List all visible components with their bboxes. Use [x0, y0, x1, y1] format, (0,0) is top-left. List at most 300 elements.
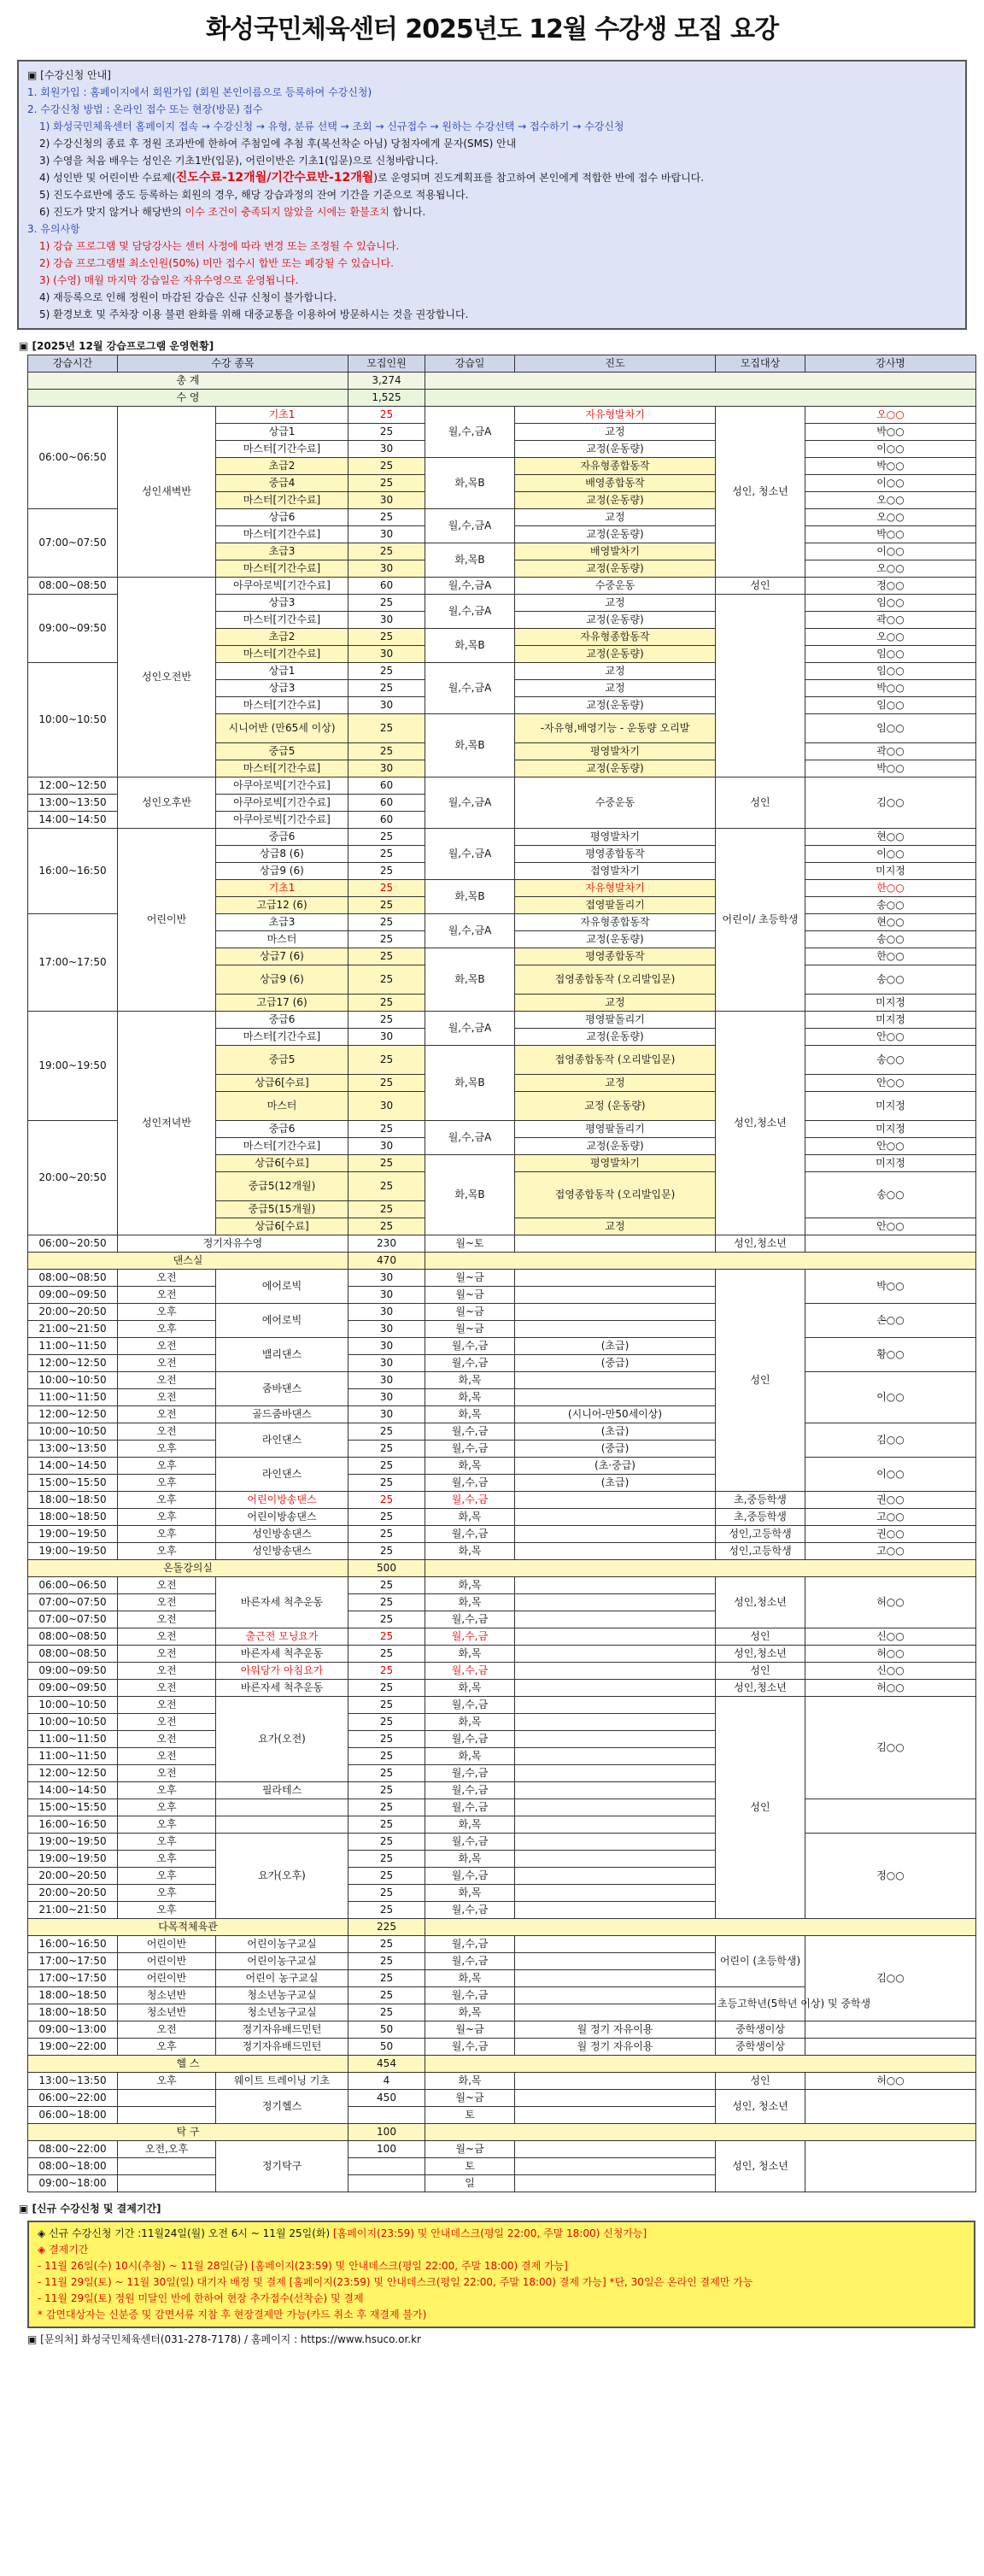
program-cell: 시니어반 (만65세 이상)	[216, 714, 348, 743]
program-cell: 상급6[수료]	[216, 1075, 348, 1092]
pay-line	[38, 2226, 965, 2242]
capacity-cell: 25	[348, 1748, 425, 1765]
instructor-cell: 허○○	[805, 2073, 976, 2090]
period-cell: 오전	[118, 1287, 216, 1304]
capacity-cell: 30	[348, 1406, 425, 1423]
capacity-cell: 25	[348, 1594, 425, 1611]
capacity-cell: 30	[348, 1287, 425, 1304]
capacity-cell: 25	[348, 995, 425, 1012]
program-cell: 마스터[기간수료]	[216, 646, 348, 663]
instructor-cell: 송○○	[805, 931, 976, 948]
time-cell: 08:00~18:00	[28, 2158, 118, 2175]
program-cell: 고급17 (6)	[216, 995, 348, 1012]
period-cell: 오전	[118, 1646, 216, 1663]
time-cell: 07:00~07:50	[28, 1611, 118, 1628]
day-cell: 월,수,금A	[425, 595, 515, 629]
instructor-cell: 미지정	[805, 1121, 976, 1138]
level-cell	[515, 2073, 716, 2090]
period-cell: 오전	[118, 1355, 216, 1372]
day-cell: 월,수,금A	[425, 663, 515, 714]
target-cell: 성인,청소년	[716, 1577, 805, 1628]
target-cell: 성인	[716, 777, 805, 829]
day-cell: 일	[425, 2175, 515, 2192]
program-cell: 상급9 (6)	[216, 863, 348, 880]
day-cell: 월~금	[425, 1287, 515, 1304]
time-cell: 10:00~10:50	[28, 1372, 118, 1389]
program-cell: 필라테스	[216, 1782, 348, 1799]
day-cell: 월,수,금	[425, 1987, 515, 2004]
day-cell: 화,목	[425, 1885, 515, 1902]
target-cell: 중학생이상	[716, 2039, 805, 2056]
level-cell: 교정	[515, 1218, 716, 1235]
level-cell	[515, 1235, 716, 1253]
time-cell: 06:00~18:00	[28, 2107, 118, 2124]
capacity-cell: 25	[348, 743, 425, 760]
day-cell: 월,수,금A	[425, 407, 515, 458]
day-cell: 월~토	[425, 1235, 515, 1253]
level-cell: 평영발차기	[515, 829, 716, 846]
guide-highlight: 이수 조건이 충족되지 않았을 시에는 환불조치	[184, 206, 390, 218]
subtotal-row	[28, 1919, 976, 1936]
target-cell: 성인,고등학생	[716, 1543, 805, 1560]
instructor-cell	[805, 1235, 976, 1253]
col-header: 모집대상	[716, 355, 805, 373]
capacity-cell: 25	[348, 863, 425, 880]
instructor-cell: 허○○	[805, 1577, 976, 1628]
program-cell: 골드줌바댄스	[216, 1406, 348, 1423]
program-cell: 중급6	[216, 1012, 348, 1029]
instructor-cell: 미지정	[805, 1155, 976, 1172]
period-cell: 오전	[118, 1697, 216, 1714]
guide-text: 4) 성인반 및 어린이반 수료제(	[39, 172, 176, 184]
day-cell: 화,목	[425, 1577, 515, 1594]
capacity-cell: 450	[348, 2090, 425, 2107]
program-cell: 청소년농구교실	[216, 2004, 348, 2021]
instructor-cell: 미지정	[805, 1012, 976, 1029]
subtotal-label: 수 영	[28, 390, 348, 407]
capacity-cell: 25	[348, 1543, 425, 1560]
period-cell: 오전,오후	[118, 2141, 216, 2158]
level-cell	[515, 1680, 716, 1697]
day-cell: 월,수,금	[425, 1338, 515, 1355]
program-cell: 아쿠아로빅[기간수료]	[216, 795, 348, 812]
level-cell: 교정	[515, 509, 716, 526]
capacity-cell: 30	[348, 1338, 425, 1355]
time-cell: 15:00~15:50	[28, 1799, 118, 1816]
level-cell: 교정	[515, 680, 716, 697]
period-cell: 오전	[118, 1748, 216, 1765]
subtotal-row	[28, 2056, 976, 2073]
time-cell: 08:00~08:50	[28, 1628, 118, 1646]
day-cell: 월,수,금A	[425, 914, 515, 948]
col-header: 강사명	[805, 355, 976, 373]
instructor-cell: 권○○	[805, 1526, 976, 1543]
day-cell: 월,수,금	[425, 1868, 515, 1885]
level-cell: 교정(운동량)	[515, 1029, 716, 1046]
capacity-cell: 30	[348, 1321, 425, 1338]
level-cell	[515, 2107, 716, 2124]
pay-text: ◈ 신규 수강신청 기간 :11월24일(월) 오전 6시 ~ 11월 25일(화)	[38, 2227, 333, 2239]
capacity-cell	[348, 2107, 425, 2124]
table-row	[28, 1680, 976, 1697]
capacity-cell: 25	[348, 2004, 425, 2021]
period-cell: 오전	[118, 1594, 216, 1611]
capacity-cell: 25	[348, 1680, 425, 1697]
level-cell	[515, 1834, 716, 1851]
instructor-cell: 박○○	[805, 526, 976, 543]
capacity-cell: 25	[348, 846, 425, 863]
table-row	[28, 1577, 976, 1594]
table-row	[28, 1936, 976, 1953]
period-cell: 오전	[118, 1628, 216, 1646]
day-cell: 월,수,금A	[425, 578, 515, 595]
pay-line: - 11월 29일(토) 정원 미달인 반에 한하여 현장 추가접수(선착순) 및 결제	[38, 2292, 364, 2304]
target-cell: 초등고학년(5학년 이상) 및 중학생	[716, 1987, 805, 2021]
time-cell: 18:00~18:50	[28, 1509, 118, 1526]
capacity-cell: 25	[348, 1902, 425, 1919]
time-cell: 11:00~11:50	[28, 1338, 118, 1355]
level-cell: 접영종합동작 (오리발입문)	[515, 1046, 716, 1075]
level-cell: 접영종합동작 (오리발입문)	[515, 965, 716, 995]
capacity-cell: 25	[348, 1492, 425, 1509]
day-cell: 월,수,금	[425, 1475, 515, 1492]
program-cell: 중급4	[216, 475, 348, 492]
time-cell: 12:00~12:50	[28, 777, 118, 795]
time-cell: 10:00~10:50	[28, 1697, 118, 1714]
group-cell: 성인저녁반	[118, 1012, 216, 1235]
page-title: 화성국민체육센터 2025년도 12월 수강생 모집 요강	[205, 15, 779, 44]
level-cell: 수중운동	[515, 578, 716, 595]
day-cell: 월,수,금	[425, 1628, 515, 1646]
period-cell: 오전	[118, 1765, 216, 1782]
instructor-cell: 이○○	[805, 1458, 976, 1492]
day-cell: 화,목B	[425, 880, 515, 914]
level-cell: 평영종합동작	[515, 846, 716, 863]
level-cell: 월 정기 자유이용	[515, 2021, 716, 2039]
time-cell: 08:00~08:50	[28, 578, 118, 595]
table-row	[28, 1304, 976, 1321]
target-cell: 초,중등학생	[716, 1492, 805, 1509]
target-cell: 성인	[716, 2073, 805, 2090]
capacity-cell: 30	[348, 1304, 425, 1321]
day-cell: 화,목B	[425, 543, 515, 578]
table-row	[28, 829, 976, 846]
day-cell: 화,목	[425, 1389, 515, 1406]
program-cell: 마스터[기간수료]	[216, 697, 348, 714]
level-cell	[515, 1372, 716, 1389]
capacity-cell: 25	[348, 1075, 425, 1092]
time-cell: 09:00~09:50	[28, 1680, 118, 1697]
time-cell: 18:00~18:50	[28, 1987, 118, 2004]
time-cell: 13:00~13:50	[28, 795, 118, 812]
level-cell	[515, 1748, 716, 1765]
instructor-cell: 오○○	[805, 629, 976, 646]
program-cell: 밸리댄스	[216, 1338, 348, 1372]
period-cell: 오후	[118, 1475, 216, 1492]
table-row	[28, 1543, 976, 1560]
program-cell: 상급9 (6)	[216, 965, 348, 995]
subtotal-row	[28, 1560, 976, 1577]
day-cell: 월~금	[425, 2021, 515, 2039]
level-cell: -자유형,배영기능 - 운동량 오리발	[515, 714, 716, 743]
time-cell: 18:00~18:50	[28, 2004, 118, 2021]
table-row	[28, 1235, 976, 1253]
time-cell: 16:00~16:50	[28, 829, 118, 914]
time-cell: 12:00~12:50	[28, 1765, 118, 1782]
guide-line-course	[27, 169, 957, 186]
level-cell: 자유형종합동작	[515, 458, 716, 475]
level-cell: (초급)	[515, 1423, 716, 1441]
day-cell: 월,수,금	[425, 1834, 515, 1851]
capacity-cell: 25	[348, 1970, 425, 1987]
capacity-cell: 25	[348, 1868, 425, 1885]
time-cell: 21:00~21:50	[28, 1902, 118, 1919]
level-cell: 배영발차기	[515, 543, 716, 560]
instructor-cell: 임○○	[805, 697, 976, 714]
group-cell: 성인새벽반	[118, 407, 216, 578]
program-cell: 상급6[수료]	[216, 1218, 348, 1235]
subtotal-row	[28, 2124, 976, 2141]
target-cell: 중학생이상	[716, 2021, 805, 2039]
day-cell: 화,목	[425, 1406, 515, 1423]
day-cell: 월~금	[425, 2090, 515, 2107]
capacity-cell: 30	[348, 1092, 425, 1121]
level-cell	[515, 1646, 716, 1663]
time-cell: 09:00~09:50	[28, 1663, 118, 1680]
subtotal-value: 100	[348, 2124, 425, 2141]
instructor-cell: 임○○	[805, 646, 976, 663]
level-cell: 교정 (운동량)	[515, 1092, 716, 1121]
capacity-cell: 25	[348, 1646, 425, 1663]
day-cell: 월,수,금	[425, 1663, 515, 1680]
time-cell: 09:00~18:00	[28, 2175, 118, 2192]
instructor-cell: 곽○○	[805, 743, 976, 760]
period-cell: 오후	[118, 1441, 216, 1458]
level-cell: 교정	[515, 663, 716, 680]
instructor-cell: 이○○	[805, 441, 976, 458]
day-cell: 월,수,금	[425, 1423, 515, 1441]
level-cell: 평영팔돌리기	[515, 1121, 716, 1138]
instructor-cell: 한○○	[805, 948, 976, 965]
table-row	[28, 1509, 976, 1526]
instructor-cell	[805, 2141, 976, 2192]
instructor-cell: 박○○	[805, 458, 976, 475]
capacity-cell: 30	[348, 492, 425, 509]
capacity-cell: 25	[348, 1953, 425, 1970]
day-cell: 화,목	[425, 1970, 515, 1987]
group-cell: 성인오후반	[118, 777, 216, 829]
table-row	[28, 1372, 976, 1389]
capacity-cell: 25	[348, 458, 425, 475]
period-cell	[118, 2158, 216, 2175]
registration-guide	[17, 60, 967, 330]
instructor-cell: 안○○	[805, 1218, 976, 1235]
instructor-cell: 권○○	[805, 1492, 976, 1509]
day-cell: 월~금	[425, 1321, 515, 1338]
table-row	[28, 2090, 976, 2107]
program-cell: 아쿠아로빅[기간수료]	[216, 578, 348, 595]
table-row	[28, 1799, 976, 1816]
time-cell: 10:00~10:50	[28, 1423, 118, 1441]
capacity-cell: 30	[348, 1372, 425, 1389]
period-cell: 오전	[118, 1611, 216, 1628]
level-cell: 수중운동	[515, 777, 716, 829]
instructor-cell	[805, 2039, 976, 2056]
capacity-cell: 25	[348, 1155, 425, 1172]
capacity-cell: 25	[348, 424, 425, 441]
day-cell: 화,목	[425, 1372, 515, 1389]
program-cell: 마스터[기간수료]	[216, 441, 348, 458]
day-cell: 화,목B	[425, 458, 515, 509]
program-cell: 중급5	[216, 1046, 348, 1075]
level-cell: (초급)	[515, 1475, 716, 1492]
instructor-cell	[805, 2021, 976, 2039]
capacity-cell: 30	[348, 1029, 425, 1046]
level-cell: 평영종합동작	[515, 948, 716, 965]
instructor-cell	[805, 1799, 976, 1834]
time-cell: 06:00~06:50	[28, 407, 118, 509]
time-cell: 17:00~17:50	[28, 1953, 118, 1970]
capacity-cell: 60	[348, 812, 425, 829]
program-cell: 초급2	[216, 458, 348, 475]
instructor-cell: 송○○	[805, 1172, 976, 1218]
program-cell: 기초1	[216, 407, 348, 424]
level-cell	[515, 1543, 716, 1560]
period-cell: 오후	[118, 1492, 216, 1509]
program-cell	[216, 1816, 348, 1834]
subtotal-row	[28, 390, 976, 407]
capacity-cell: 25	[348, 1218, 425, 1235]
instructor-cell: 박○○	[805, 424, 976, 441]
capacity-cell: 25	[348, 714, 425, 743]
capacity-cell: 25	[348, 914, 425, 931]
program-cell: 정기헬스	[216, 2090, 348, 2124]
capacity-cell: 25	[348, 1663, 425, 1680]
guide-line: 5) 환경보호 및 주차장 이용 불편 완화를 위해 대중교통을 이용하여 방문하시는 것을 권장합니다.	[39, 308, 469, 320]
pay-highlight: [홈페이지(23:59) 및 안내데스크(평일 22:00, 주말 18:00) 신청가능]	[332, 2227, 647, 2239]
instructor-cell: 오○○	[805, 560, 976, 578]
period-cell: 오후	[118, 1816, 216, 1834]
period-cell: 오후	[118, 1851, 216, 1868]
level-cell	[515, 1987, 716, 2004]
day-cell: 월,수,금A	[425, 829, 515, 880]
time-cell: 19:00~19:50	[28, 1543, 118, 1560]
table-row	[28, 1423, 976, 1441]
day-cell: 화,목	[425, 1816, 515, 1834]
period-cell: 청소년반	[118, 1987, 216, 2004]
period-cell: 오후	[118, 1304, 216, 1321]
subtotal-fill	[425, 2056, 976, 2073]
subtotal-label: 댄스실	[28, 1253, 348, 1270]
time-cell: 06:00~20:50	[28, 1235, 118, 1253]
period-cell	[118, 2107, 216, 2124]
level-cell	[515, 1321, 716, 1338]
guide-line: 3) (수영) 매월 마지막 강습일은 자유수영으로 운영됩니다.	[39, 274, 299, 286]
capacity-cell: 25	[348, 1628, 425, 1646]
table-row	[28, 1834, 976, 1851]
capacity-cell: 25	[348, 829, 425, 846]
day-cell: 월,수,금	[425, 1492, 515, 1509]
col-program: 수강 종목	[118, 355, 348, 373]
col-time: 강습시간	[28, 355, 118, 373]
guide-line: 2. 수강신청 방법 : 온라인 접수 또는 현장(방문) 접수	[27, 103, 263, 115]
time-cell: 20:00~20:50	[28, 1121, 118, 1235]
capacity-cell: 25	[348, 1851, 425, 1868]
level-cell	[515, 1287, 716, 1304]
program-cell	[216, 1799, 348, 1816]
table-row	[28, 2141, 976, 2158]
time-cell: 16:00~16:50	[28, 1816, 118, 1834]
instructor-cell: 박○○	[805, 1270, 976, 1304]
level-cell	[515, 1885, 716, 1902]
program-cell: 초급3	[216, 914, 348, 931]
pay-line: ◈ 결제기간	[38, 2244, 89, 2256]
subtotal-label: 헬 스	[28, 2056, 348, 2073]
program-cell: 정기탁구	[216, 2141, 348, 2192]
capacity-cell: 25	[348, 1611, 425, 1628]
instructor-cell: 오○○	[805, 492, 976, 509]
instructor-cell: 이○○	[805, 543, 976, 560]
instructor-cell: 허○○	[805, 1646, 976, 1663]
program-cell: 요가(오전)	[216, 1697, 348, 1782]
subtotal-value: 500	[348, 1560, 425, 1577]
program-cell: 어린이방송댄스	[216, 1509, 348, 1526]
instructor-cell: 임○○	[805, 663, 976, 680]
time-cell: 12:00~12:50	[28, 1355, 118, 1372]
capacity-cell: 30	[348, 1355, 425, 1372]
table-row	[28, 578, 976, 595]
program-cell: 어린이농구교실	[216, 1953, 348, 1970]
time-cell: 08:00~08:50	[28, 1270, 118, 1287]
period-cell: 오전	[118, 1680, 216, 1697]
period-cell	[118, 2090, 216, 2107]
program-cell: 아쿠아로빅[기간수료]	[216, 777, 348, 795]
instructor-cell: 이○○	[805, 1372, 976, 1423]
level-cell	[515, 1270, 716, 1287]
day-cell: 화,목	[425, 1594, 515, 1611]
program-cell: 바른자세 척추운동	[216, 1646, 348, 1663]
target-cell: 성인,청소년	[716, 1012, 805, 1235]
table-row	[28, 407, 976, 424]
period-cell: 오전	[118, 1577, 216, 1594]
table-row	[28, 1646, 976, 1663]
capacity-cell: 30	[348, 1270, 425, 1287]
level-cell	[515, 1868, 716, 1885]
capacity-cell: 25	[348, 1577, 425, 1594]
program-cell: 라인댄스	[216, 1458, 348, 1492]
day-cell: 화,목	[425, 1543, 515, 1560]
capacity-cell: 25	[348, 407, 425, 424]
program-cell: 중급5	[216, 743, 348, 760]
guide-line: 1. 회원가입 : 홈페이지에서 회원가입 (회원 본인이름으로 등록하여 수강신청)	[27, 86, 372, 98]
instructor-cell: 곽○○	[805, 612, 976, 629]
program-cell: 상급1	[216, 663, 348, 680]
target-cell: 성인, 청소년	[716, 2090, 805, 2124]
time-cell: 19:00~19:50	[28, 1851, 118, 1868]
level-cell: 교정(운동량)	[515, 697, 716, 714]
level-cell: 배영종합동작	[515, 475, 716, 492]
day-cell: 월~금	[425, 2141, 515, 2158]
instructor-cell: 이○○	[805, 846, 976, 863]
time-cell: 20:00~20:50	[28, 1885, 118, 1902]
level-cell: 접영팔돌리기	[515, 897, 716, 914]
level-cell: (시니어-만50세이상)	[515, 1406, 716, 1423]
day-cell: 월,수,금	[425, 1697, 515, 1714]
time-cell: 20:00~20:50	[28, 1304, 118, 1321]
capacity-cell: 30	[348, 1389, 425, 1406]
period-cell: 어린이반	[118, 1936, 216, 1953]
time-cell: 13:00~13:50	[28, 2073, 118, 2090]
